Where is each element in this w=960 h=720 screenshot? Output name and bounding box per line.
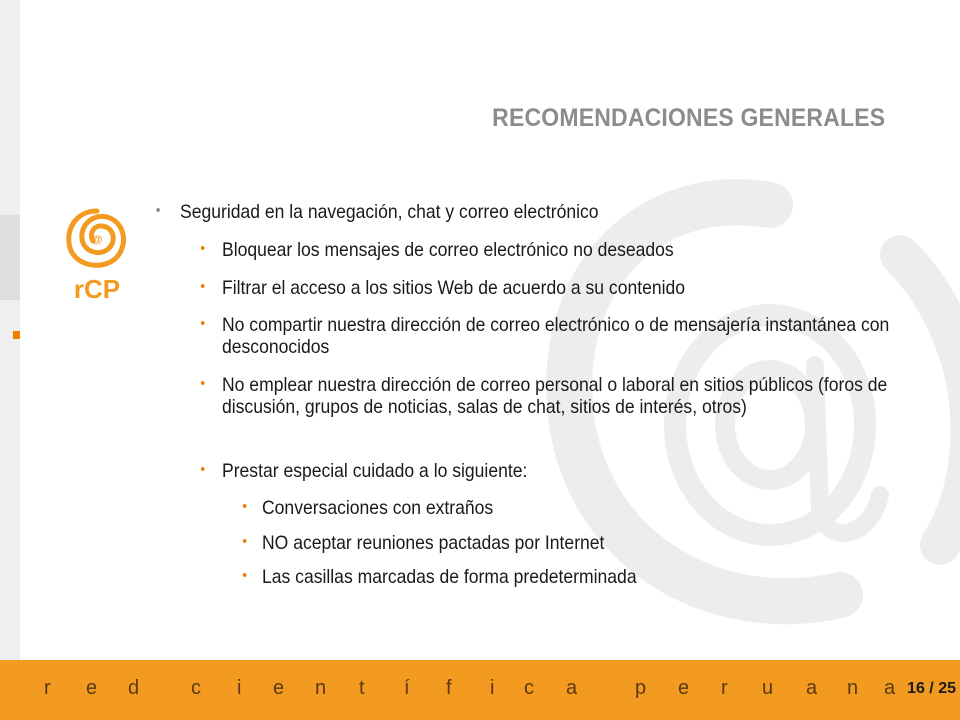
sub-bullet-item: [242, 497, 494, 519]
footer-bar: [0, 660, 960, 720]
bullet-icon: •: [155, 202, 161, 219]
slide-title: RECOMENDACIONES GENERALES: [491, 104, 885, 132]
footer-letter: í: [404, 677, 410, 699]
bullet-icon: •: [200, 461, 206, 478]
footer-letter: a: [884, 677, 896, 699]
bullet-icon: •: [200, 278, 206, 295]
bullet-text: Conversaciones con extraños: [262, 497, 494, 519]
bullet-icon: •: [200, 315, 206, 332]
footer-letter: n: [847, 677, 859, 699]
footer-letter: e: [86, 677, 98, 699]
footer-letter: d: [128, 677, 140, 699]
footer-letter: f: [446, 677, 452, 699]
footer-letter: t: [359, 677, 365, 699]
footer-letter: c: [524, 677, 534, 699]
logo-text: rCP: [73, 274, 121, 303]
bullet-icon: •: [200, 240, 206, 257]
bullet-text: Seguridad en la navegación, chat y correo electrónico: [180, 201, 599, 223]
bullet-item: [155, 201, 599, 223]
bullet-text: Filtrar el acceso a los sitios Web de acuerdo a su contenido: [222, 277, 686, 299]
bullet-item: [200, 374, 893, 418]
footer-letter: n: [315, 677, 327, 699]
footer-letter: c: [191, 677, 201, 699]
bullet-item: [200, 314, 893, 358]
bullet-text: Las casillas marcadas de forma predeterminada: [262, 566, 637, 588]
bullet-icon: •: [242, 533, 247, 550]
bullet-icon: •: [242, 567, 247, 584]
footer-brand-text: [0, 660, 895, 720]
svg-text:@: @: [91, 234, 103, 246]
sub-bullet-item: [242, 566, 637, 588]
bullet-icon: •: [242, 498, 247, 515]
footer-letter: i: [490, 677, 495, 699]
bullet-item: [200, 277, 893, 299]
footer-letter: a: [806, 677, 818, 699]
footer-letter: e: [273, 677, 285, 699]
page-number: 16 / 25: [907, 680, 956, 697]
bullet-text: No emplear nuestra dirección de correo personal o laboral en sitios públicos (foros de discusión, grupos de noticias, salas de chat, sitios de interés, otros): [222, 374, 888, 418]
bullet-icon: •: [200, 375, 206, 392]
bullet-text: Bloquear los mensajes de correo electrónico no deseados: [222, 239, 674, 261]
footer-letter: p: [635, 677, 647, 699]
footer-letter: r: [721, 677, 728, 699]
bullet-text: Prestar especial cuidado a lo siguiente:: [222, 460, 528, 482]
bullet-text: NO aceptar reuniones pactadas por Internet: [262, 532, 605, 554]
footer-letter: i: [237, 677, 242, 699]
footer-letter: u: [762, 677, 774, 699]
footer-letter: a: [566, 677, 578, 699]
sub-bullet-item: [242, 532, 605, 554]
bullet-item: [200, 239, 893, 261]
bullet-text: No compartir nuestra dirección de correo electrónico o de mensajería instantánea con desconocidos: [222, 314, 890, 358]
footer-letter: r: [44, 677, 51, 699]
bullet-item: [200, 460, 893, 482]
footer-letter: e: [678, 677, 690, 699]
